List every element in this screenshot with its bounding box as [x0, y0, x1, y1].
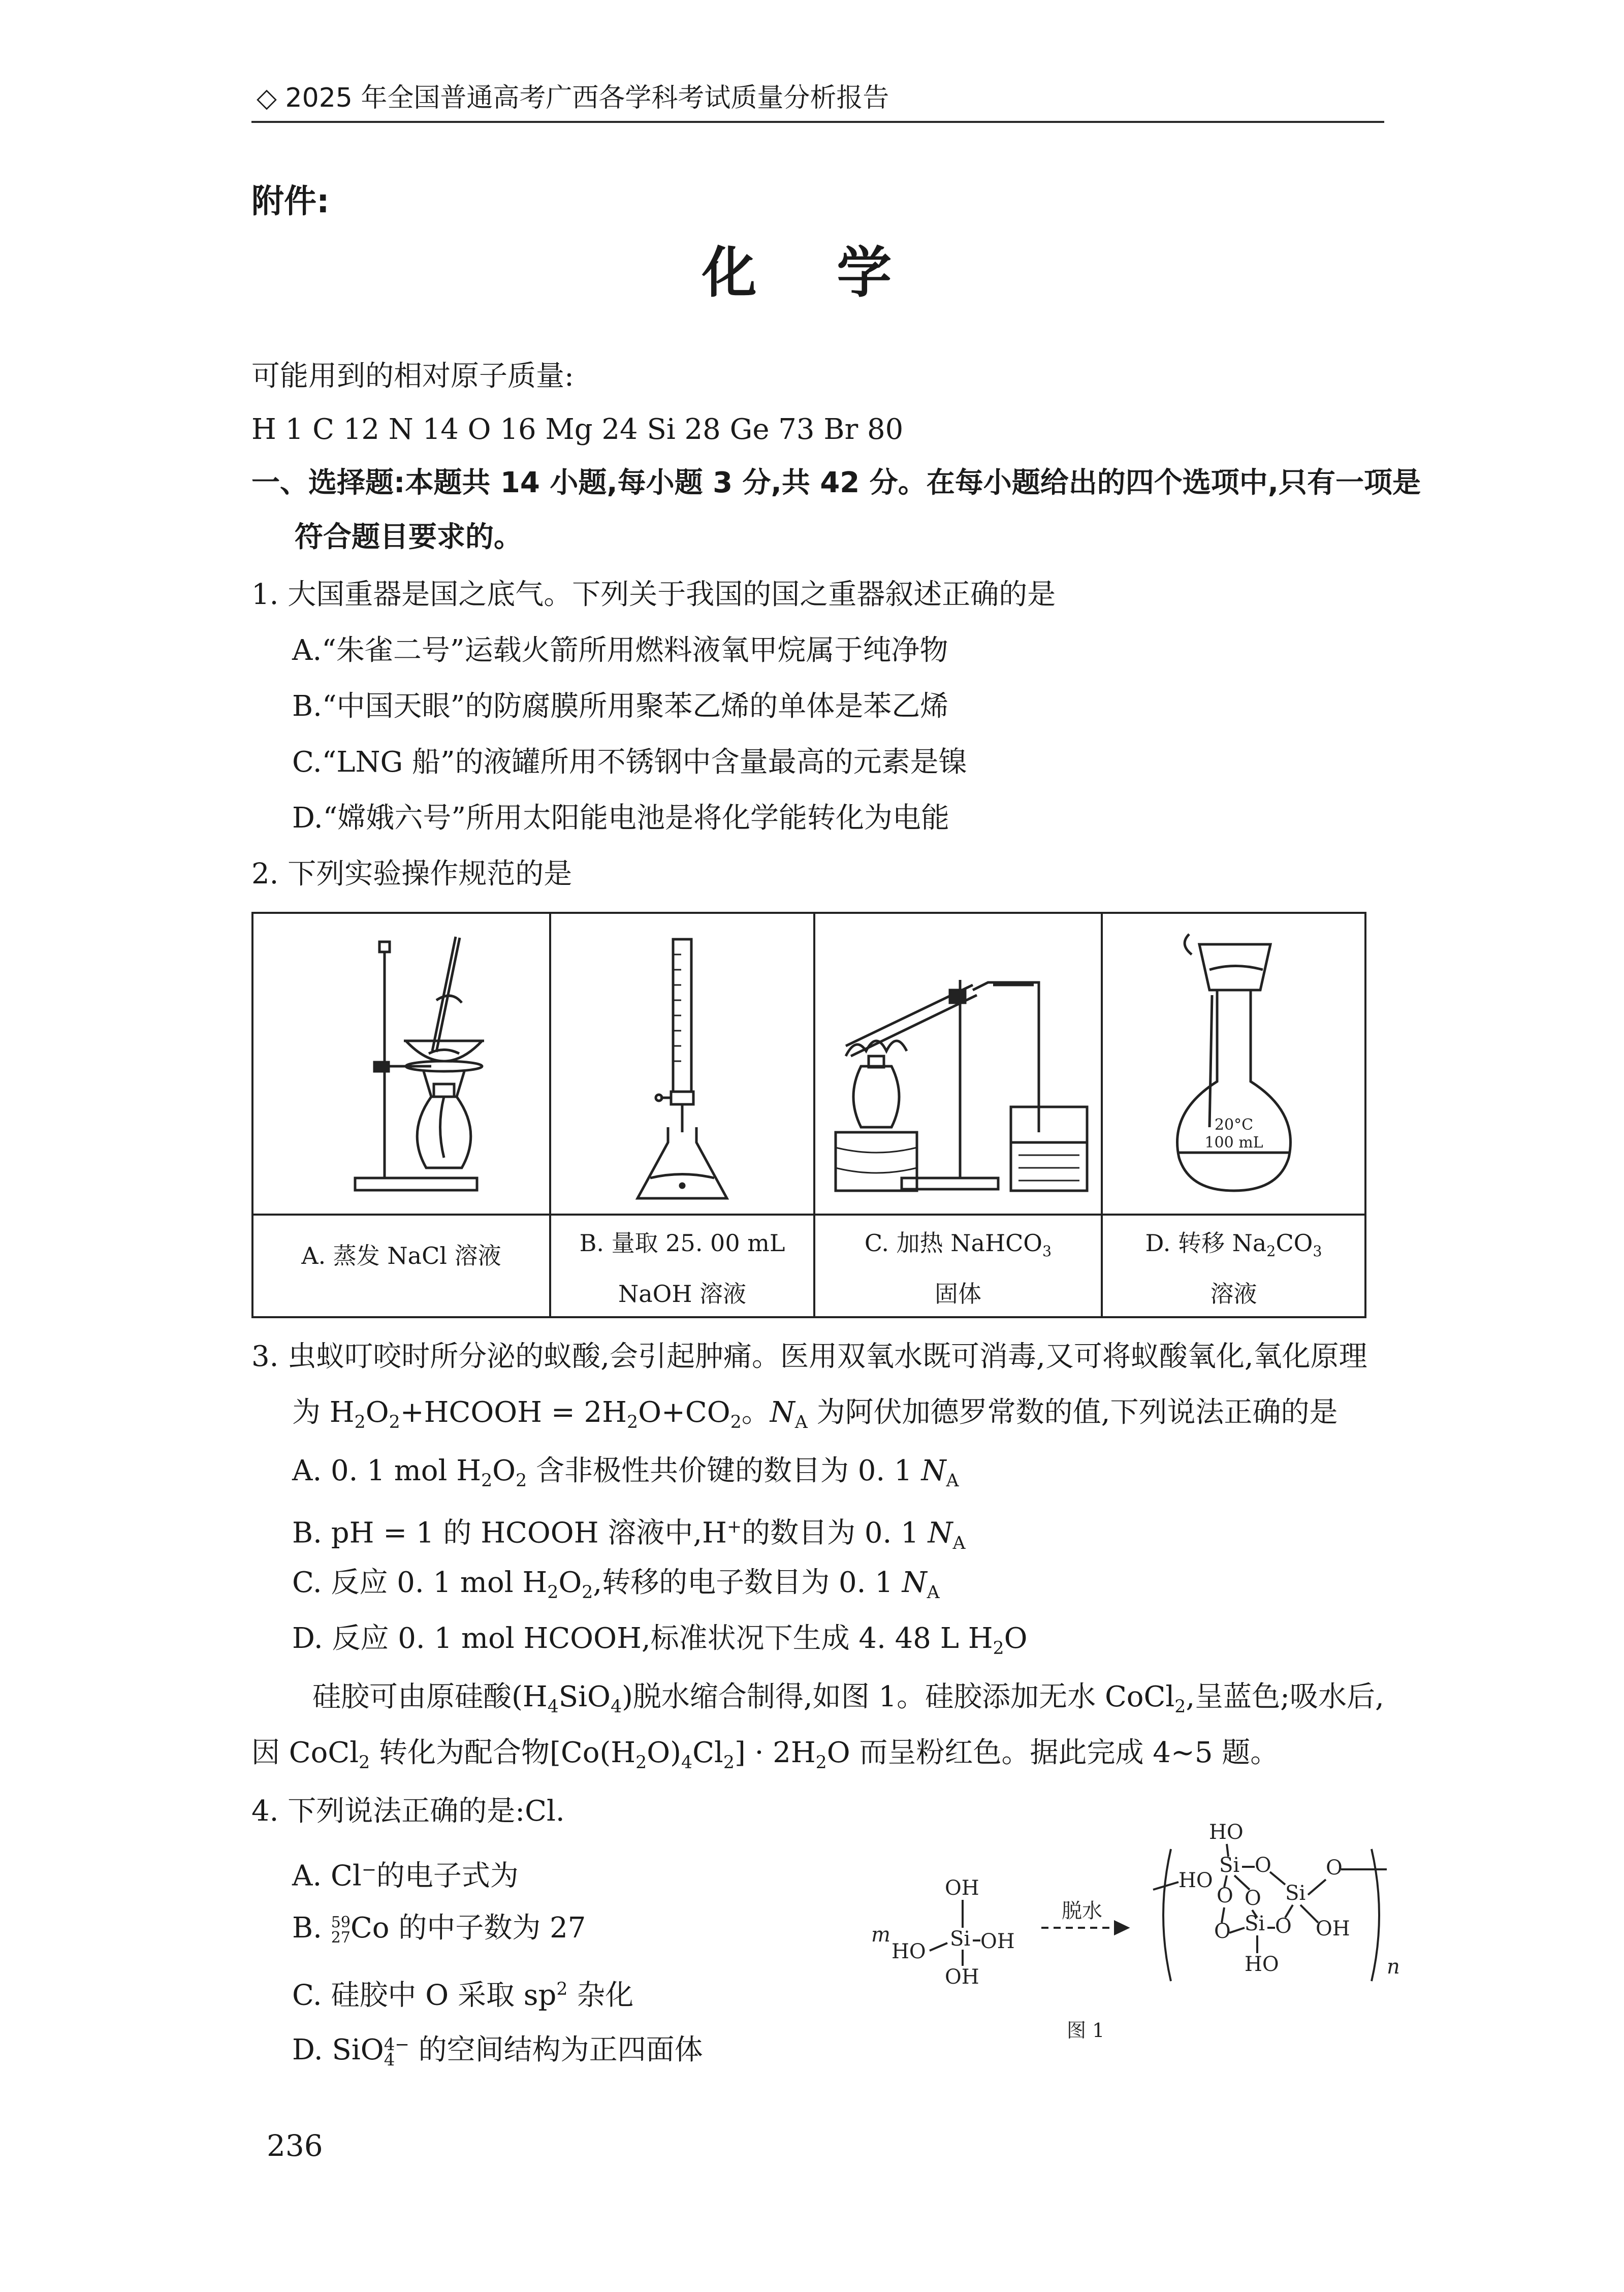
q3c-p2: O: [558, 1566, 582, 1599]
q4c-p1: C. 硅胶中 O 采取 sp: [292, 1979, 557, 2012]
section-heading-line2: 符合题目要求的。: [295, 521, 522, 554]
q1-option-c: C.“LNG 船”的液罐所用不锈钢中含量最高的元素是镍: [292, 746, 967, 779]
q3b-p2: 的数目为 0. 1: [742, 1516, 928, 1550]
q4d-p2: 的空间结构为正四面体: [409, 2033, 703, 2066]
q3a-p3: 含非极性共价键的数目为 0. 1: [527, 1454, 921, 1487]
q3c-s2: 2: [582, 1582, 593, 1603]
q4d-p1: D. SiO: [292, 2033, 384, 2066]
apparatus-cell-a: [253, 914, 551, 1316]
psg2-s4: 2: [723, 1753, 735, 1773]
atomic-mass-list: H 1 C 12 N 14 O 16 Mg 24 Si 28 Ge 73 Br 80: [251, 413, 904, 446]
q3a-p1: A. 0. 1 mol H: [292, 1454, 482, 1487]
q3a-na-sub: A: [946, 1471, 959, 1491]
q3d-p1: D. 反应 0. 1 mol HCOOH,标准状况下生成 4. 48 L H: [292, 1622, 993, 1655]
caption-a: A. 蒸发 NaCl 溶液: [301, 1242, 501, 1269]
q4-option-d: [292, 2032, 703, 2068]
caption-d-line2: 溶液: [1210, 1280, 1257, 1308]
psg2-p3: O): [647, 1736, 681, 1769]
q4c-sup: 2: [556, 1979, 568, 1999]
q3-stem-line1: 3. 虫蚁叮咬时所分泌的蚁酸,会引起肿痛。医用双氧水既可消毒,又可将蚁酸氧化,氧化原理: [251, 1340, 1367, 1373]
psg1-s3: 2: [1174, 1697, 1186, 1717]
fig-oh-si2: OH: [1316, 1917, 1350, 1940]
q3-na: N: [770, 1396, 795, 1429]
fig-o-chain: O: [1326, 1856, 1343, 1880]
q4-stem-text: 4. 下列说法正确的是:: [251, 1795, 525, 1828]
q4d-ion: [384, 2034, 409, 2070]
caption-d-line1: [1103, 1219, 1364, 1276]
psg2-p6: O 而呈粉红色。据此完成 4~5 题。: [826, 1736, 1279, 1769]
q4c-p2: 杂化: [567, 1979, 634, 2012]
psg1-p2: SiO: [558, 1680, 611, 1713]
fig-si-2: Si: [1285, 1882, 1306, 1905]
q3-option-c: [292, 1565, 940, 1611]
psg2-s2: 2: [635, 1753, 647, 1773]
apparatus-cell-b: [551, 914, 815, 1316]
psg1-p3: )脱水缩合制得,如图 1。硅胶添加无水 CoCl: [622, 1680, 1175, 1713]
q3b-na: N: [928, 1516, 953, 1550]
fig-o-4: O: [1214, 1920, 1231, 1943]
q4-stem-tail: Cl.: [525, 1795, 565, 1828]
q3-na-sub: A: [794, 1412, 808, 1433]
figure-1-silica-gel: [858, 1819, 1412, 2057]
fig-n: n: [1387, 1955, 1400, 1979]
q3-eq-p1: 为 H: [292, 1396, 355, 1429]
q3-option-a: [292, 1453, 959, 1499]
q1-option-a: A.“朱雀二号”运载火箭所用燃料液氧甲烷属于纯净物: [292, 634, 948, 667]
apparatus-cell-d: [1103, 914, 1364, 1316]
fig-o-1: O: [1255, 1854, 1271, 1877]
q3-eq-s3: 2: [627, 1412, 639, 1433]
q3-eq-s4: 2: [730, 1412, 742, 1433]
fig-caption: 图 1: [1067, 2019, 1105, 2042]
q3c-p3: ,转移的电子数目为 0. 1: [593, 1566, 902, 1599]
q3-eq-s2: 2: [389, 1412, 400, 1433]
q3a-s1: 2: [481, 1471, 493, 1491]
q4b-p1: B.: [292, 1912, 331, 1945]
q4b-mass: 59: [331, 1913, 351, 1931]
q3c-s1: 2: [547, 1582, 559, 1603]
fig-oh-top: OH: [945, 1876, 979, 1900]
q1-option-d: D.“嫦娥六号”所用太阳能电池是将化学能转化为电能: [292, 802, 949, 835]
psg2-s3: 4: [681, 1753, 693, 1773]
fig-o-5: O: [1275, 1915, 1292, 1938]
caption-d-sub1: 2: [1266, 1243, 1276, 1260]
burette-flask-icon: [551, 914, 813, 1214]
q3c-na: N: [902, 1566, 927, 1599]
q4b-nuclide: [331, 1915, 351, 1946]
q3a-na: N: [921, 1454, 946, 1487]
q3-eq-p3: +HCOOH = 2H: [400, 1396, 627, 1429]
fig-si-1: Si: [1219, 1854, 1240, 1877]
fig-o-3: O: [1245, 1887, 1261, 1910]
psg2-p2: 转化为配合物[Co(H: [370, 1736, 636, 1769]
caption-d-text: D. 转移 Na: [1145, 1229, 1267, 1257]
header-rule: [251, 121, 1384, 123]
q3-eq-p4: O+CO: [638, 1396, 730, 1429]
apparatus-table: [251, 912, 1366, 1318]
fig-si-3: Si: [1245, 1912, 1265, 1935]
fig-si-center: Si: [950, 1927, 971, 1951]
q4b-p2: Co 的中子数为 27: [350, 1912, 586, 1945]
q3-eq-p5: 。: [741, 1396, 770, 1429]
fig-ho-left: HO: [891, 1940, 926, 1963]
annex-label: 附件:: [251, 183, 330, 220]
q4d-sup: 4−: [384, 2034, 409, 2055]
q4-option-b: [292, 1910, 586, 1947]
q4-option-a: [292, 1852, 519, 1895]
q2-stem: 2. 下列实验操作规范的是: [251, 857, 572, 890]
fig-m: m: [871, 1923, 890, 1947]
q4-option-c: [292, 1971, 633, 2014]
atomic-mass-label: 可能用到的相对原子质量:: [251, 360, 574, 393]
fig-oh-bottom: OH: [945, 1965, 979, 1989]
q3c-na-sub: A: [927, 1582, 940, 1603]
q4a-p1: A. Cl: [292, 1859, 362, 1893]
psg1-s1: 4: [547, 1697, 559, 1717]
caption-c-line2: 固体: [935, 1280, 981, 1308]
fig-arrow-label: 脱水: [1062, 1899, 1102, 1923]
flask-label-temp: 20°C: [1214, 1116, 1254, 1134]
caption-b-line2: NaOH 溶液: [618, 1280, 747, 1308]
q4-stem: [251, 1793, 565, 1830]
q3-option-b: [292, 1509, 966, 1562]
psg1-s2: 4: [610, 1697, 622, 1717]
fig-ho-ring: HO: [1179, 1869, 1213, 1892]
volumetric-flask-icon: [1103, 914, 1364, 1214]
q4d-sub: 4: [384, 2049, 395, 2070]
caption-d-mid: CO: [1276, 1229, 1313, 1257]
q4a-sup: −: [361, 1860, 376, 1880]
heating-solid-apparatus-icon: [815, 914, 1101, 1214]
caption-c-sub: 3: [1042, 1243, 1052, 1260]
q4a-p2: 的电子式为: [376, 1859, 519, 1893]
q4b-z: 27: [331, 1928, 351, 1947]
psg2-s1: 2: [359, 1753, 370, 1773]
q3d-p2: O: [1004, 1622, 1028, 1655]
caption-b-line1: B. 量取 25. 00 mL: [579, 1229, 785, 1257]
passage-line2: [251, 1735, 1279, 1781]
running-header: ◇ 2025 年全国普通高考广西各学科考试质量分析报告: [257, 83, 889, 113]
q3d-s1: 2: [993, 1638, 1004, 1659]
psg1-p1: 硅胶可由原硅酸(H: [312, 1680, 548, 1713]
page-number: 236: [267, 2128, 323, 2163]
q3a-p2: O: [492, 1454, 516, 1487]
fig-ho-bottom: HO: [1245, 1953, 1279, 1976]
q3-option-d: [292, 1620, 1028, 1667]
q1-option-b: B.“中国天眼”的防腐膜所用聚苯乙烯的单体是苯乙烯: [292, 690, 949, 723]
passage-line1: [312, 1679, 1384, 1725]
fig-oh-right: OH: [980, 1930, 1015, 1953]
q3-eq-s1: 2: [354, 1412, 366, 1433]
q3b-sup: +: [726, 1517, 742, 1537]
fig-o-2: O: [1217, 1884, 1233, 1907]
psg2-p4: Cl: [692, 1736, 723, 1769]
evaporation-apparatus-icon: [253, 914, 549, 1214]
page-title: 化 学: [702, 241, 922, 305]
psg1-p4: ,呈蓝色;吸水后,: [1186, 1680, 1384, 1713]
caption-c-line1: [815, 1219, 1101, 1276]
section-heading-line1: 一、选择题:本题共 14 小题,每小题 3 分,共 42 分。在每小题给出的四个选项中,只有一项是: [251, 466, 1421, 499]
apparatus-cell-c: [815, 914, 1103, 1316]
q3b-p1: B. pH = 1 的 HCOOH 溶液中,H: [292, 1516, 727, 1550]
q3b-na-sub: A: [952, 1533, 966, 1553]
q1-stem: 1. 大国重器是国之底气。下列关于我国的国之重器叙述正确的是: [251, 578, 1056, 611]
caption-c-text: C. 加热 NaHCO: [864, 1229, 1042, 1257]
q3-eq-p2: O: [365, 1396, 389, 1429]
psg2-p1: 因 CoCl: [251, 1736, 359, 1769]
fig-ho-top: HO: [1209, 1821, 1244, 1844]
q3-eq-p6: 为阿伏加德罗常数的值,下列说法正确的是: [807, 1396, 1338, 1429]
caption-d-sub2: 3: [1313, 1243, 1322, 1260]
q3a-s2: 2: [516, 1471, 527, 1491]
q3c-p1: C. 反应 0. 1 mol H: [292, 1566, 548, 1599]
flask-label-volume: 100 mL: [1204, 1134, 1263, 1152]
psg2-s5: 2: [815, 1753, 827, 1773]
q3-stem-line2: [292, 1394, 1338, 1441]
psg2-p5: ] · 2H: [734, 1736, 816, 1769]
